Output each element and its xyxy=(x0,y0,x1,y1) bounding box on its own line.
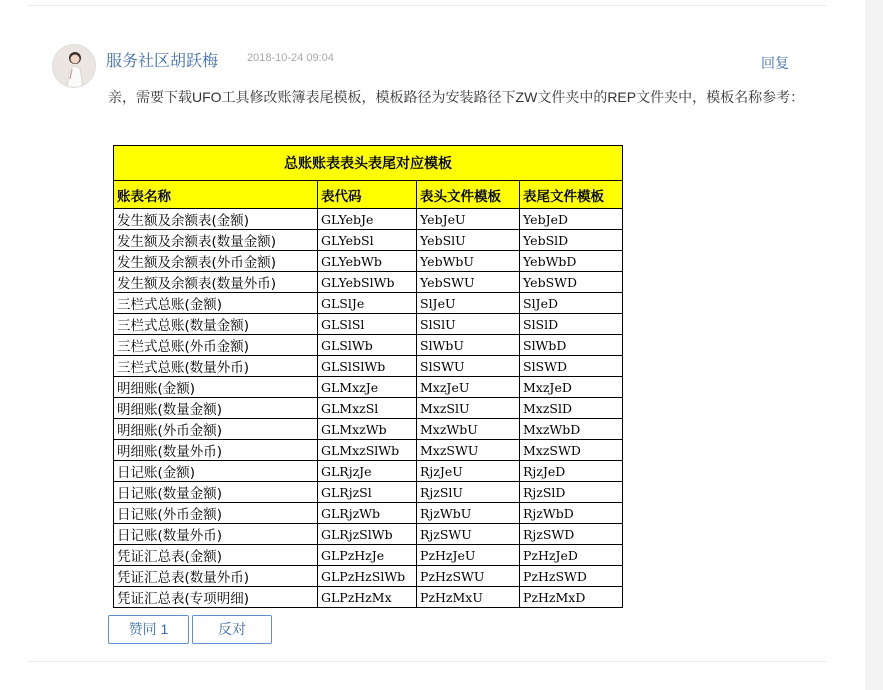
table-row xyxy=(114,356,623,377)
avatar[interactable] xyxy=(52,44,96,88)
table-row xyxy=(114,272,623,293)
cell-code: GLRjzSl xyxy=(318,482,417,503)
cell-code: GLPzHzSlWb xyxy=(318,566,417,587)
cell-tail-template: RjzSlD xyxy=(520,482,623,503)
cell-name: 发生额及余额表(金额) xyxy=(114,209,318,230)
cell-tail-template: PzHzMxD xyxy=(520,587,623,608)
cell-code: GLMxzSl xyxy=(318,398,417,419)
cell-name: 凭证汇总表(数量外币) xyxy=(114,566,318,587)
cell-head-template: MxzSlU xyxy=(417,398,520,419)
cell-head-template: SlSWU xyxy=(417,356,520,377)
cell-tail-template: RjzSWD xyxy=(520,524,623,545)
cell-tail-template: RjzWbD xyxy=(520,503,623,524)
table-row xyxy=(114,293,623,314)
cell-name: 明细账(数量外币) xyxy=(114,440,318,461)
table-row xyxy=(114,587,623,608)
cell-head-template: PzHzSWU xyxy=(417,566,520,587)
like-button[interactable]: 赞同 1 xyxy=(108,615,189,644)
cell-code: GLSlWb xyxy=(318,335,417,356)
table-row xyxy=(114,209,623,230)
cell-code: GLMxzWb xyxy=(318,419,417,440)
cell-code: GLRjzJe xyxy=(318,461,417,482)
cell-head-template: MxzSWU xyxy=(417,440,520,461)
cell-head-template: MxzJeU xyxy=(417,377,520,398)
cell-tail-template: MxzWbD xyxy=(520,419,623,440)
table-row xyxy=(114,461,623,482)
cell-code: GLSlJe xyxy=(318,293,417,314)
cell-name: 凭证汇总表(金额) xyxy=(114,545,318,566)
bottom-divider xyxy=(28,661,827,662)
cell-code: GLPzHzMx xyxy=(318,587,417,608)
table-row xyxy=(114,524,623,545)
table-row xyxy=(114,230,623,251)
dislike-button[interactable]: 反对 xyxy=(192,615,272,644)
cell-tail-template: SlSWD xyxy=(520,356,623,377)
cell-code: GLSlSl xyxy=(318,314,417,335)
cell-name: 日记账(外币金额) xyxy=(114,503,318,524)
cell-name: 日记账(数量外币) xyxy=(114,524,318,545)
cell-head-template: YebJeU xyxy=(417,209,520,230)
cell-head-template: RjzWbU xyxy=(417,503,520,524)
table-title-row xyxy=(114,146,623,181)
table-header-row xyxy=(114,181,623,209)
cell-head-template: RjzJeU xyxy=(417,461,520,482)
post-content: 亲，需要下载UFO工具修改账簿表尾模板，模板路径为安装路径下ZW文件夹中的REP文件夹中，模板名称参考： xyxy=(108,89,805,105)
table-row xyxy=(114,440,623,461)
cell-name: 凭证汇总表(专项明细) xyxy=(114,587,318,608)
cell-name: 明细账(数量金额) xyxy=(114,398,318,419)
table-row xyxy=(114,251,623,272)
post-timestamp: 2018-10-24 09:04 xyxy=(247,52,334,64)
table-row xyxy=(114,503,623,524)
cell-tail-template: PzHzSWD xyxy=(520,566,623,587)
cell-name: 明细账(外币金额) xyxy=(114,419,318,440)
cell-name: 发生额及余额表(数量金额) xyxy=(114,230,318,251)
cell-code: GLRjzWb xyxy=(318,503,417,524)
column-header-head-template: 表头文件模板 xyxy=(417,181,520,209)
template-table xyxy=(113,145,623,608)
column-header-code: 表代码 xyxy=(318,181,417,209)
cell-tail-template: YebSWD xyxy=(520,272,623,293)
column-header-name: 账表名称 xyxy=(114,181,318,209)
cell-name: 三栏式总账(金额) xyxy=(114,293,318,314)
cell-tail-template: MxzSWD xyxy=(520,440,623,461)
table-row xyxy=(114,314,623,335)
cell-code: GLPzHzJe xyxy=(318,545,417,566)
table-row xyxy=(114,545,623,566)
cell-name: 三栏式总账(外币金额) xyxy=(114,335,318,356)
cell-name: 三栏式总账(数量外币) xyxy=(114,356,318,377)
cell-head-template: MxzWbU xyxy=(417,419,520,440)
table-row xyxy=(114,566,623,587)
cell-head-template: RjzSWU xyxy=(417,524,520,545)
cell-head-template: YebWbU xyxy=(417,251,520,272)
cell-head-template: SlSlU xyxy=(417,314,520,335)
cell-head-template: PzHzMxU xyxy=(417,587,520,608)
table-row xyxy=(114,482,623,503)
cell-name: 发生额及余额表(数量外币) xyxy=(114,272,318,293)
cell-tail-template: RjzJeD xyxy=(520,461,623,482)
cell-name: 明细账(金额) xyxy=(114,377,318,398)
cell-code: GLYebJe xyxy=(318,209,417,230)
cell-code: GLYebSlWb xyxy=(318,272,417,293)
cell-tail-template: SlJeD xyxy=(520,293,623,314)
top-divider xyxy=(28,5,827,6)
cell-tail-template: MxzJeD xyxy=(520,377,623,398)
cell-code: GLYebWb xyxy=(318,251,417,272)
cell-tail-template: YebWbD xyxy=(520,251,623,272)
cell-code: GLMxzSlWb xyxy=(318,440,417,461)
cell-head-template: YebSWU xyxy=(417,272,520,293)
cell-tail-template: SlWbD xyxy=(520,335,623,356)
cell-tail-template: SlSlD xyxy=(520,314,623,335)
table-row xyxy=(114,377,623,398)
column-header-tail-template: 表尾文件模板 xyxy=(520,181,623,209)
cell-tail-template: PzHzJeD xyxy=(520,545,623,566)
cell-code: GLSlSlWb xyxy=(318,356,417,377)
table-row xyxy=(114,419,623,440)
cell-name: 日记账(金额) xyxy=(114,461,318,482)
cell-name: 日记账(数量金额) xyxy=(114,482,318,503)
cell-tail-template: MxzSlD xyxy=(520,398,623,419)
cell-code: GLRjzSlWb xyxy=(318,524,417,545)
cell-name: 发生额及余额表(外币金额) xyxy=(114,251,318,272)
cell-name: 三栏式总账(数量金额) xyxy=(114,314,318,335)
cell-tail-template: YebSlD xyxy=(520,230,623,251)
cell-code: GLYebSl xyxy=(318,230,417,251)
table-title: 总账账表表头表尾对应模板 xyxy=(114,146,623,181)
author-name[interactable]: 服务社区胡跃梅 xyxy=(106,53,219,70)
cell-tail-template: YebJeD xyxy=(520,209,623,230)
cell-head-template: SlWbU xyxy=(417,335,520,356)
right-scroll-rail xyxy=(865,0,883,690)
cell-code: GLMxzJe xyxy=(318,377,417,398)
cell-head-template: PzHzJeU xyxy=(417,545,520,566)
cell-head-template: YebSlU xyxy=(417,230,520,251)
cell-head-template: RjzSlU xyxy=(417,482,520,503)
reply-link[interactable]: 回复 xyxy=(761,55,789,71)
cell-head-template: SlJeU xyxy=(417,293,520,314)
table-row xyxy=(114,335,623,356)
table-row xyxy=(114,398,623,419)
